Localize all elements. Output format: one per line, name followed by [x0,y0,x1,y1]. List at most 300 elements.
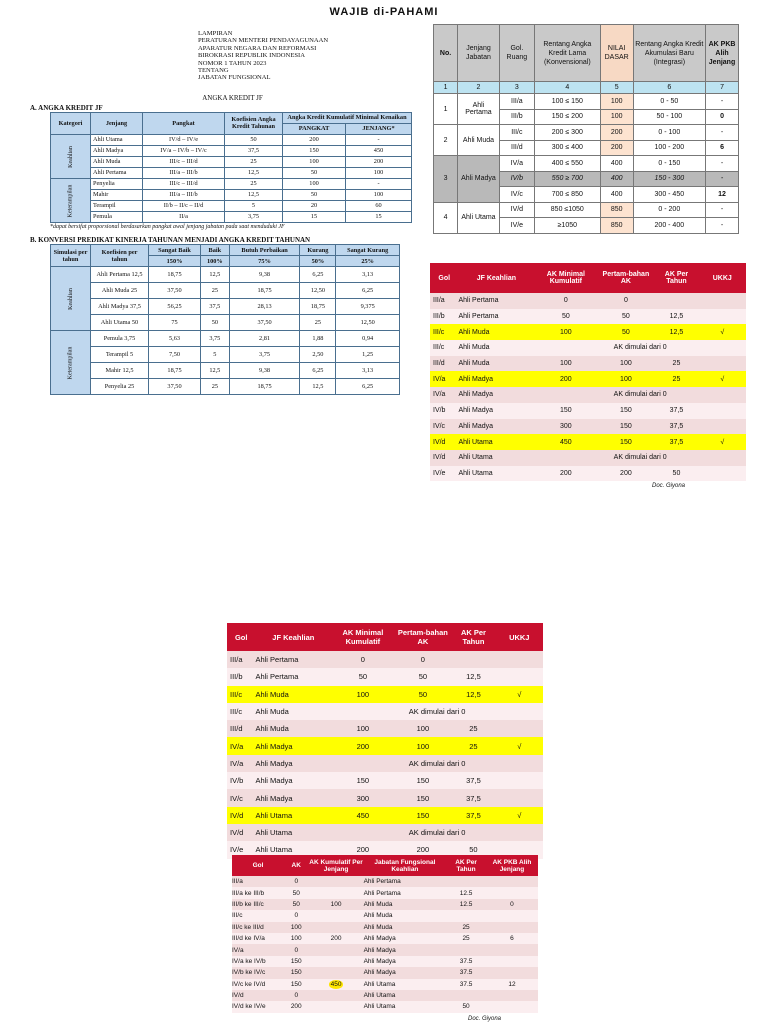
table-cell: III/a [232,876,284,887]
table-cell: 75 [149,315,201,331]
table-cell: 6,25 [300,267,336,283]
table-cell: 50 [201,315,230,331]
table-cell [451,651,495,668]
table-cell [308,876,363,887]
check-cell [699,466,746,482]
percent-cell: 50% [300,256,336,267]
table-cell: 100 [283,178,346,189]
table-row [227,651,543,668]
table-cell: Pemula 3,75 [91,331,149,347]
table-cell: 100 [394,720,451,737]
table-cell: 12,5 [654,309,698,325]
table-cell: 25 [225,178,283,189]
table-row [227,772,543,789]
col-header: Gol [232,855,284,876]
table-cell: 50 [394,686,451,703]
table-cell: 0 - 200 [633,202,705,218]
gol-cell: IV/a [430,371,458,387]
table-cell: 200 ≤ 300 [534,125,600,141]
table-cell: 3,75 [201,331,230,347]
col-header: Koefisien per tahun [91,245,149,267]
table-cell: 0 [284,876,308,887]
table-row [232,876,538,887]
gol-cell: IV/d [227,824,255,841]
table-cell: 50 [534,309,597,325]
col-header: Rentang Angka Kredit Akumulasi Baru (Integrasi) [633,25,705,82]
table-cell: - [346,134,412,145]
table-cell: 150 [331,772,394,789]
col-header: UKKJ [496,623,543,651]
credit-top: Doc. Giyona [652,483,686,489]
table-cell: - [706,94,739,110]
col-header: Angka Kredit Kumulatif Minimal Kenaikan [283,112,412,123]
table-cell [308,956,363,967]
table-cell: 5 [225,200,283,211]
table-cell: Ahli Pertama [91,167,143,178]
table-row [51,189,412,200]
table-cell: 37.5 [446,967,486,978]
table-cell: 0 [284,910,308,921]
table-row [232,910,538,921]
lampiran-line: TENTANG [198,67,229,75]
table-cell: 12 [486,979,538,990]
table-cell [446,990,486,1001]
table-row [232,956,538,967]
table-cell [486,1001,538,1012]
lampiran-line: BIROKRASI REPUBLIK INDONESIA [198,52,305,60]
table-row [232,967,538,978]
table-cell: 200 [284,1001,308,1012]
check-cell [699,309,746,325]
gol-cell: III/c [430,324,458,340]
gol-cell: IV/a [227,755,255,772]
col-header: AK Per Tahun [446,855,486,876]
table-cell [486,967,538,978]
table-cell [308,944,363,955]
number-cell: 5 [600,82,633,94]
table-cell: 100 - 200 [633,140,705,156]
table-row [430,356,746,372]
table-cell: 0 [394,651,451,668]
col-header: Pertam-bahan AK [597,263,654,293]
table-cell: 25 [654,356,698,372]
table-cell: 150 [394,789,451,806]
table-cell: 6,25 [336,379,400,395]
table-cell [308,922,363,933]
table-row [434,202,739,218]
table-cell: 37,5 [451,807,495,824]
table-cell: 150 ≤ 200 [534,109,600,125]
table-cell: 12.5 [446,887,486,898]
table-cell: III/c [499,125,534,141]
table-cell: Mahir [91,189,143,200]
table-cell: 700 ≤ 850 [534,187,600,203]
table-cell: IV/e [499,218,534,234]
table-row [430,340,746,356]
table-cell: 37,5 [654,403,698,419]
col-header: Jabatan Fungsional Keahlian [364,855,447,876]
check-cell: √ [496,686,543,703]
table-cell: IV/a [499,156,534,172]
jf-cell: Ahli Madya [458,403,534,419]
lampiran-line: NOMOR 1 TAHUN 2023 [198,59,267,67]
jf-cell: Ahli Muda [255,686,331,703]
table-cell: III/a – III/b [143,189,225,200]
table-cell: 100 [284,933,308,944]
section-b-title: B. KONVERSI PREDIKAT KINERJA TAHUNAN MENJADI ANGKA KREDIT TAHUNAN [30,236,311,245]
gol-cell: IV/b [430,403,458,419]
jenjang-cell: Ahli Pertama [458,94,500,125]
table-cell: - [706,202,739,218]
gol-cell: IV/e [430,466,458,482]
lampiran-line: LAMPIRAN [198,30,233,37]
note-cell: AK dimulai dari 0 [534,340,746,356]
table-cell: - [706,156,739,172]
table-cell: 100 [283,156,346,167]
table-cell: 6,25 [300,363,336,379]
table-cell: 450 [534,434,597,450]
table-row [232,990,538,1001]
table-cell: 0 - 100 [633,125,705,141]
table-a-note: *dapat bersifat proporsional berdasarkan pangkat awal jenjang jabatan pada saat menduduki JF [50,223,285,230]
page-title: WAJIB di-PAHAMI [329,6,439,18]
table-cell: 5,63 [149,331,201,347]
table-cell [308,990,363,1001]
no-cell: 1 [434,94,458,125]
table-row [51,134,412,145]
lampiran-header [198,30,405,82]
table-cell: Ahli Madya [364,944,447,955]
table-cell: Ahli Utama [364,990,447,1001]
table-cell: III/a – III/b [143,167,225,178]
table-cell: 12 [706,187,739,203]
table-cell: 150 [284,979,308,990]
table-cell: 50 [284,887,308,898]
table-cell: 200 [331,737,394,754]
table-cell [486,876,538,887]
table-cell: 25 [451,737,495,754]
table-row [51,267,400,283]
table-row [51,299,400,315]
table-row [430,403,746,419]
table-cell: 9,375 [336,299,400,315]
number-cell: 1 [434,82,458,94]
angka-kredit-table [50,112,412,223]
col-header: AK Kumulatif Per Jenjang [308,855,363,876]
col-header: NILAI DASAR [600,25,633,82]
table-row [434,94,739,110]
table-cell: 25 [451,720,495,737]
table-cell: Pemula [91,211,143,222]
table-cell: IV/c [499,187,534,203]
percent-cell: 100% [201,256,230,267]
table-cell: III/c – III/d [143,156,225,167]
category-cell [51,331,91,395]
col-header: PANGKAT [283,123,346,134]
jabatan-integrasi-table [433,24,739,234]
table-cell: 12,5 [201,363,230,379]
table-cell: 3,75 [229,347,300,363]
table-cell: 6 [706,140,739,156]
table-row [227,668,543,685]
table-cell: 100 [597,356,654,372]
gol-cell: III/d [227,720,255,737]
table-row [51,347,400,363]
table-row [232,944,538,955]
table-cell: 37,5 [654,434,698,450]
table-cell: IV/d ke IV/e [232,1001,284,1012]
regulation-document [30,30,405,395]
ukkj-table-middle [227,623,543,859]
table-cell: 1,88 [300,331,336,347]
table-cell: - [346,178,412,189]
percent-cell: 75% [229,256,300,267]
table-cell: IV/a [232,944,284,955]
percent-cell: 150% [149,256,201,267]
table-cell: Ahli Utama [364,979,447,990]
table-cell: III/c ke III/d [232,922,284,933]
lampiran-line: JABATAN FUNGSIONAL [198,74,271,82]
table-cell: 18,75 [229,379,300,395]
gol-cell: III/a [227,651,255,668]
table-cell: 50 [597,309,654,325]
table-cell: 200 [346,156,412,167]
table-cell: Ahli Utama 50 [91,315,149,331]
table-cell: Terampil 5 [91,347,149,363]
table-cell: 850 [600,202,633,218]
table-cell: 7,50 [149,347,201,363]
table-cell: IV/a ke IV/b [232,956,284,967]
table-cell: 12,5 [225,167,283,178]
table-cell: 100 [331,720,394,737]
gol-cell: IV/d [430,434,458,450]
table-row [51,315,400,331]
jf-cell: Ahli Pertama [458,293,534,309]
table-cell: III/b [499,109,534,125]
table-cell: - [706,171,739,187]
table-cell: Ahli Muda [91,156,143,167]
table-cell [446,910,486,921]
col-header: Gol [430,263,458,293]
table-row [430,434,746,450]
table-cell: 100 ≤ 150 [534,94,600,110]
table-cell: 25 [201,283,230,299]
table-cell: 0 [534,293,597,309]
table-cell [486,887,538,898]
header-row [430,263,746,293]
table-cell: 0 [331,651,394,668]
table-cell: 0,94 [336,331,400,347]
table-cell: Terampil [91,200,143,211]
table-cell: 150 [284,956,308,967]
jf-cell: Ahli Madya [458,387,534,403]
table-cell [486,956,538,967]
jf-cell: Ahli Madya [255,789,331,806]
table-cell: 3,75 [225,211,283,222]
check-cell [496,651,543,668]
table-cell: 850 [600,218,633,234]
ukkj-table-top [430,263,746,481]
jf-cell: Ahli Madya [255,755,331,772]
gol-cell: III/b [227,668,255,685]
check-cell [496,720,543,737]
table-cell: Ahli Pertama 12,5 [91,267,149,283]
table-cell: 150 [284,967,308,978]
header-row [232,855,538,876]
table-cell: 12,5 [451,686,495,703]
col-header: Rentang Angka Kredit Lama (Konvensional) [534,25,600,82]
section-a-title: A. ANGKA KREDIT JF [30,103,103,112]
col-header: UKKJ [699,263,746,293]
table-cell: 100 [600,109,633,125]
table-cell: 150 [534,403,597,419]
note-cell: AK dimulai dari 0 [534,387,746,403]
col-header: Butuh Perbaikan [229,245,300,256]
table-cell: III/d [499,140,534,156]
gol-cell: IV/e [227,841,255,858]
jf-cell: Ahli Pertama [255,668,331,685]
jf-cell: Ahli Muda [458,324,534,340]
table-row [434,125,739,141]
table-row [434,156,739,172]
table-cell [308,910,363,921]
col-header: Gol [227,623,255,651]
gol-cell: III/c [227,703,255,720]
table-cell [486,944,538,955]
table-cell: 25 [300,315,336,331]
jf-cell: Ahli Utama [255,807,331,824]
category-cell [51,267,91,331]
table-row [51,156,412,167]
table-cell: 6,25 [336,283,400,299]
table-cell: Mahir 12,5 [91,363,149,379]
table-cell: 2,50 [300,347,336,363]
table-row [430,466,746,482]
table-cell: 0 [284,990,308,1001]
table-cell: 37,5 [225,145,283,156]
category-cell [51,134,91,178]
table-row [232,979,538,990]
table-cell: 300 ≤ 400 [534,140,600,156]
col-header: No. [434,25,458,82]
table-cell: 100 [308,899,363,910]
number-cell: 7 [706,82,739,94]
table-cell: Ahli Madya [91,145,143,156]
table-cell: III/a [499,94,534,110]
table-cell: 50 - 100 [633,109,705,125]
table-cell: 200 [308,933,363,944]
table-cell: 200 [394,841,451,858]
table-cell: 150 [597,434,654,450]
doc-subtitle: ANGKA KREDIT JF [202,93,263,102]
highlight-circle: 450 [330,980,342,988]
table-cell [308,1001,363,1012]
table-cell: Ahli Madya 37,5 [91,299,149,315]
table-cell [486,910,538,921]
table-cell: 37,50 [229,315,300,331]
jf-cell: Ahli Pertama [458,309,534,325]
table-cell: 50 [446,1001,486,1012]
table-cell: 200 [600,140,633,156]
table-cell: 37,50 [149,283,201,299]
col-header: Jenjang Jabatan [458,25,500,82]
table-cell [446,876,486,887]
table-cell: 150 [394,807,451,824]
gol-cell: IV/c [227,789,255,806]
table-row [430,371,746,387]
table-row [227,807,543,824]
table-cell: 200 [283,134,346,145]
table-cell: 60 [346,200,412,211]
col-header: Jenjang [91,112,143,134]
table-row [227,737,543,754]
table-cell: 50 [283,167,346,178]
jf-cell: Ahli Pertama [255,651,331,668]
lampiran-line: APARATUR NEGARA DAN REFORMASI [198,44,317,52]
table-row [232,1001,538,1012]
table-cell: 100 [346,189,412,200]
table-cell: 6 [486,933,538,944]
gol-cell: IV/c [430,419,458,435]
table-cell: 400 [600,156,633,172]
no-cell: 2 [434,125,458,156]
table-cell: 200 [600,125,633,141]
col-header: Sangat Kurang [336,245,400,256]
table-cell: 12.5 [446,899,486,910]
table-cell: 56,25 [149,299,201,315]
table-cell: 12,50 [300,283,336,299]
check-cell [496,789,543,806]
note-cell: AK dimulai dari 0 [331,703,543,720]
col-header: Koefisien Angka Kredit Tahunan [225,112,283,134]
category-cell [51,178,91,222]
table-cell: 150 [283,145,346,156]
table-cell: 100 [284,922,308,933]
table-cell: 15 [283,211,346,222]
table-cell: - [706,125,739,141]
col-header: Baik [201,245,230,256]
table-row [51,331,400,347]
table-row [232,922,538,933]
table-cell: Penyelia 25 [91,379,149,395]
col-header: Gol. Ruang [499,25,534,82]
table-cell: 0 [284,944,308,955]
col-header: Kategori [51,112,91,134]
table-cell: III/b ke III/c [232,899,284,910]
table-row [227,789,543,806]
table-cell: Ahli Muda [364,922,447,933]
table-cell [308,979,363,990]
table-cell: 50 [283,189,346,200]
col-header: Simulasi per tahun [51,245,91,267]
table-row [51,178,412,189]
table-cell: 50 [394,668,451,685]
table-cell: 37,50 [149,379,201,395]
number-row [434,82,739,94]
table-cell: 18,75 [149,267,201,283]
jenjang-cell: Ahli Utama [458,202,500,233]
col-header: AK Minimal Kumulatif [331,623,394,651]
no-cell: 3 [434,156,458,203]
number-cell: 6 [633,82,705,94]
note-cell: AK dimulai dari 0 [331,824,543,841]
table-row [430,309,746,325]
gol-cell: IV/d [430,450,458,466]
jf-cell: Ahli Utama [255,824,331,841]
col-header: AK PKB Alih Jenjang [486,855,538,876]
table-row [51,211,412,222]
percent-cell: 25% [336,256,400,267]
